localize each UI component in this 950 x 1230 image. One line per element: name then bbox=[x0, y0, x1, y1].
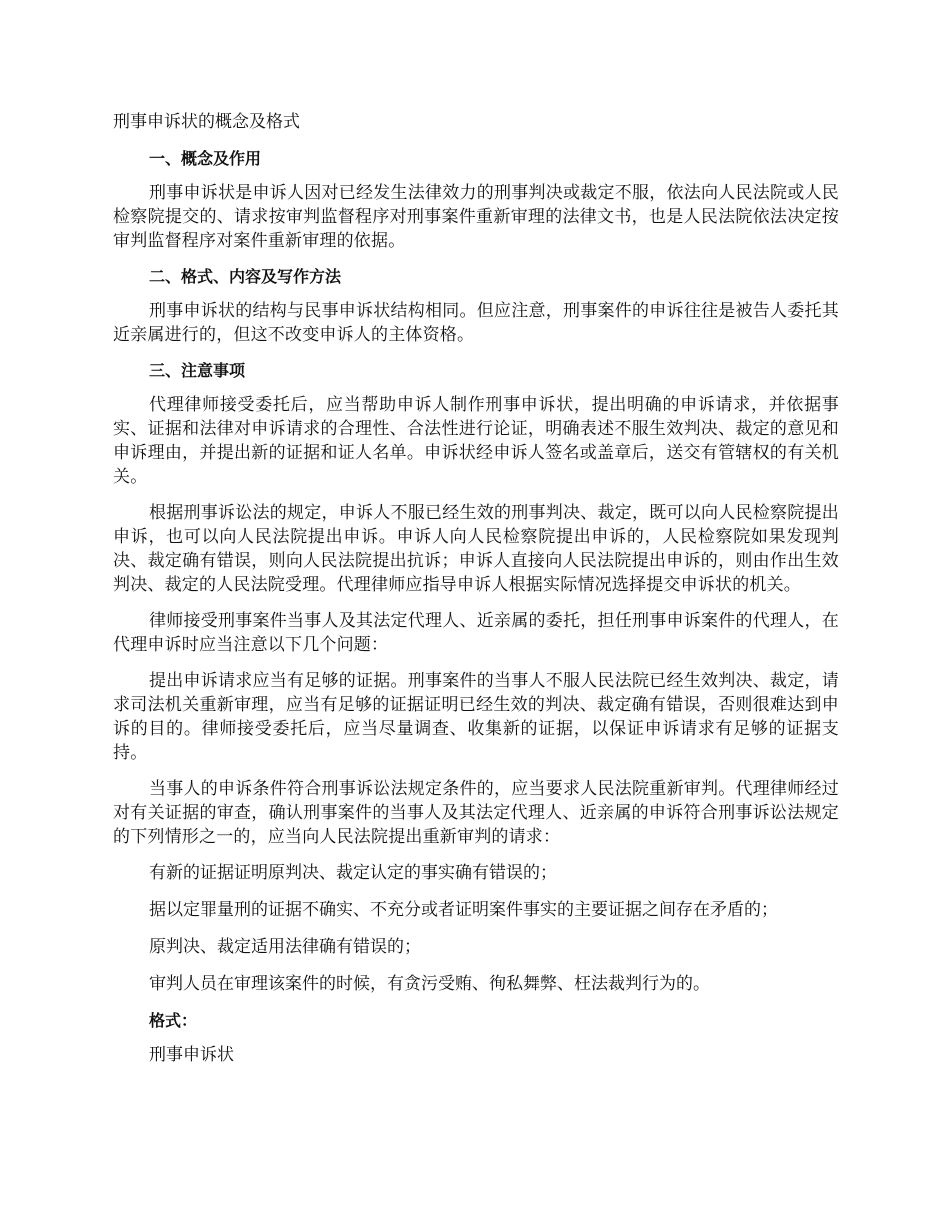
list-item: 有新的证据证明原判决、裁定认定的事实确有错误的； bbox=[149, 863, 557, 883]
paragraph-definition: 刑事申诉状是申诉人因对已经发生法律效力的刑事判决或裁定不服，依法向人民法院或人民检察院提交的、请求按审判监督程序对刑事案件重新审理的法律文书，也是人民法院依法决定按审判监督程序对案件重新审理的依据。 bbox=[113, 183, 839, 251]
list-item: 据以定罪量刑的证据不确实、不充分或者证明案件事实的主要证据之间存在矛盾的； bbox=[149, 900, 778, 920]
paragraph-retrial-conditions: 当事人的申诉条件符合刑事诉讼法规定条件的，应当要求人民法院重新审判。代理律师经过对有关证据的审查，确认刑事案件的当事人及其法定代理人、近亲属的申诉符合刑事诉讼法规定的下列情形之一的，应当向人民法院提出重新审判的请求： bbox=[113, 779, 839, 847]
section-heading-notes: 三、注意事项 bbox=[149, 361, 246, 380]
list-item: 原判决、裁定适用法律确有错误的； bbox=[149, 937, 421, 957]
paragraph-structure: 刑事申诉状的结构与民事申诉状结构相同。但应注意，刑事案件的申诉往往是被告人委托其近亲属进行的，但这不改变申诉人的主体资格。 bbox=[113, 301, 839, 345]
format-heading: 格式： bbox=[149, 1011, 198, 1030]
section-heading-format-content: 二、格式、内容及写作方法 bbox=[149, 267, 342, 286]
document-title: 刑事申诉状的概念及格式 bbox=[113, 112, 300, 132]
section-heading-concept: 一、概念及作用 bbox=[149, 149, 262, 168]
paragraph-filing-authority: 根据刑事诉讼法的规定，申诉人不服已经生效的刑事判决、裁定，既可以向人民检察院提出申诉，也可以向人民法院提出申诉。申诉人向人民检察院提出申诉的，人民检察院如果发现判决、裁定确有错误，则向人民法院提出抗诉；申诉人直接向人民法院提出申诉的，则由作出生效判决、裁定的人民法院受理。代理律师应指导申诉人根据实际情况选择提交申诉状的机关。 bbox=[113, 503, 839, 595]
document-page bbox=[113, 110, 839, 1080]
paragraph-lawyer-duties: 代理律师接受委托后，应当帮助申诉人制作刑事申诉状，提出明确的申诉请求，并依据事实、证据和法律对申诉请求的合理性、合法性进行论证，明确表述不服生效判决、裁定的意见和申诉理由，并提出新的证据和证人名单。申诉状经申诉人签名或盖章后，送交有管辖权的有关机关。 bbox=[113, 395, 839, 487]
format-line: 刑事申诉状 bbox=[149, 1045, 234, 1065]
paragraph-representation: 律师接受刑事案件当事人及其法定代理人、近亲属的委托，担任刑事申诉案件的代理人，在代理申诉时应当注意以下几个问题： bbox=[113, 611, 839, 655]
list-item: 审判人员在审理该案件的时候，有贪污受贿、徇私舞弊、枉法裁判行为的。 bbox=[149, 974, 710, 994]
paragraph-evidence: 提出申诉请求应当有足够的证据。刑事案件的当事人不服人民法院已经生效判决、裁定，请求司法机关重新审理，应当有足够的证据证明已经生效的判决、裁定确有错误，否则很难达到申诉的目的。律师接受委托后，应当尽量调查、收集新的证据，以保证申诉请求有足够的证据支持。 bbox=[113, 671, 839, 763]
